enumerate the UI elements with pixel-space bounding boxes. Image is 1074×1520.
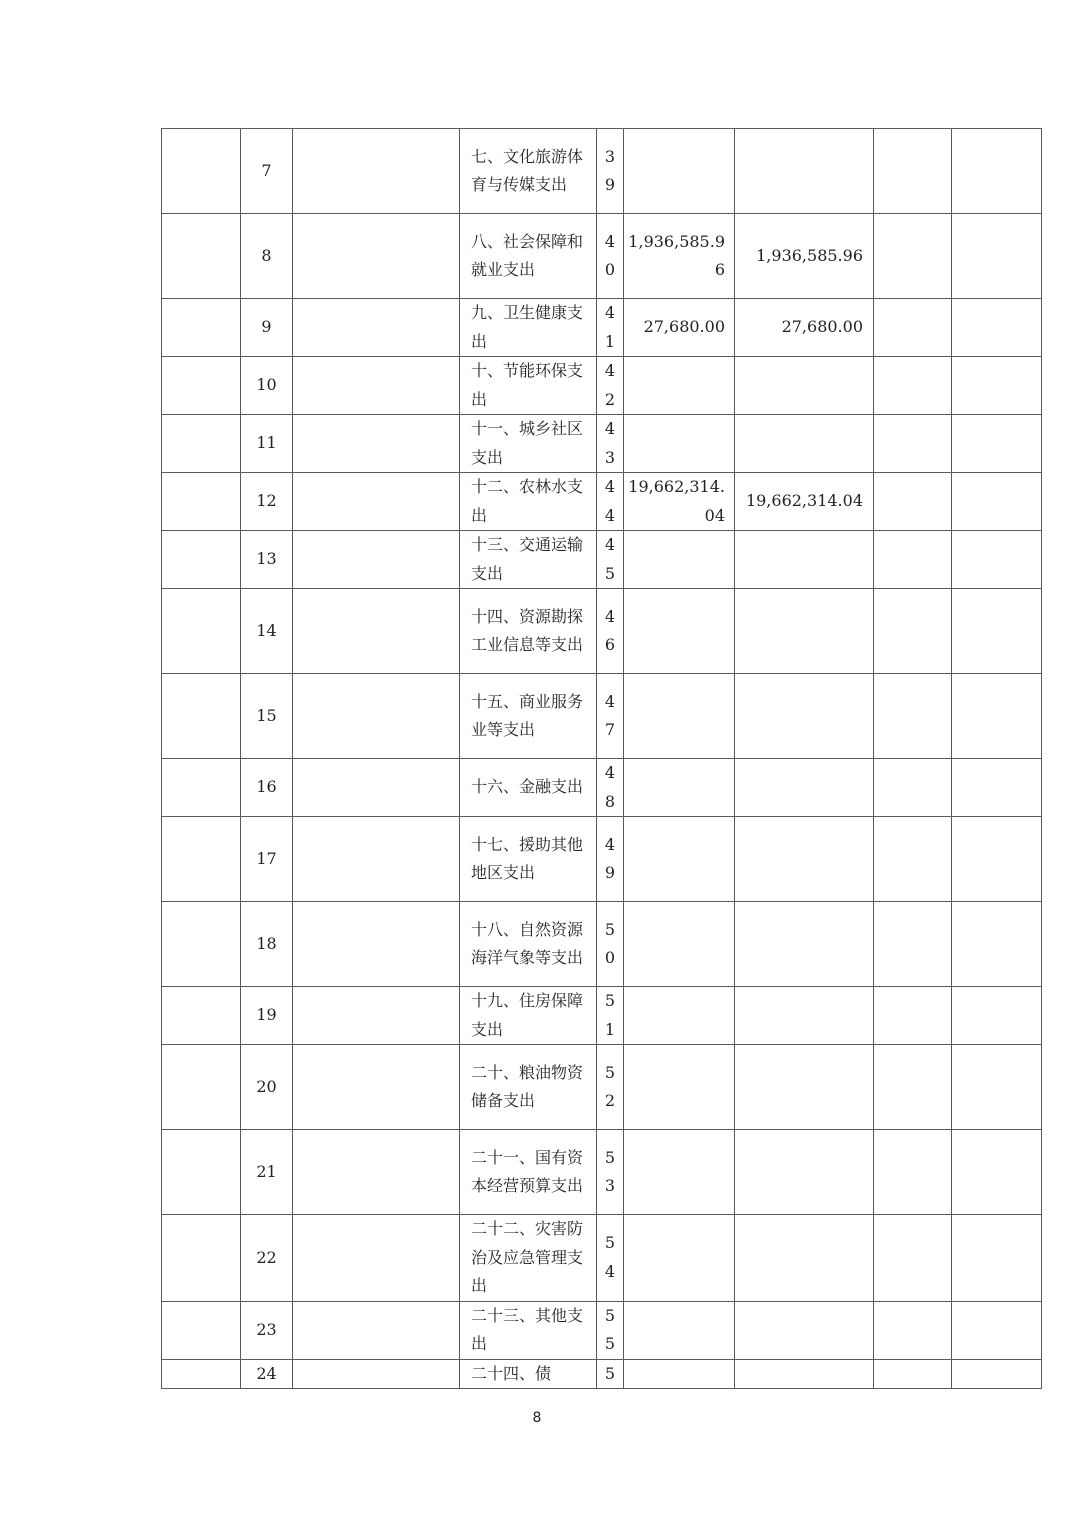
empty-cell	[162, 299, 241, 357]
line-number-text: 50	[604, 919, 616, 967]
row-number: 8	[241, 214, 293, 299]
empty-cell	[293, 1301, 460, 1359]
item-name: 十三、交通运输支出	[460, 531, 597, 589]
table-row	[162, 299, 1042, 357]
empty-cell	[293, 129, 460, 214]
line-number-text: 39	[604, 146, 616, 194]
empty-cell	[162, 759, 241, 817]
amount-general	[735, 589, 874, 674]
empty-cell	[874, 674, 952, 759]
row-number: 10	[241, 357, 293, 415]
row-number: 24	[241, 1359, 293, 1389]
empty-cell	[952, 987, 1042, 1045]
empty-cell	[952, 1215, 1042, 1302]
table-row	[162, 1045, 1042, 1130]
table-row	[162, 357, 1042, 415]
row-number: 7	[241, 129, 293, 214]
line-number-text: 43	[604, 419, 616, 467]
line-number	[597, 473, 624, 531]
item-name: 十六、金融支出	[460, 759, 597, 817]
empty-cell	[874, 1215, 952, 1302]
table-row	[162, 1130, 1042, 1215]
empty-cell	[162, 415, 241, 473]
amount-total	[624, 817, 735, 902]
page-number: 8	[532, 1410, 542, 1426]
empty-cell	[952, 531, 1042, 589]
amount-general	[735, 129, 874, 214]
empty-cell	[952, 1130, 1042, 1215]
table-row	[162, 987, 1042, 1045]
empty-cell	[162, 1215, 241, 1302]
empty-cell	[952, 415, 1042, 473]
item-name: 十四、资源勘探工业信息等支出	[460, 589, 597, 674]
amount-general	[735, 674, 874, 759]
table-row	[162, 531, 1042, 589]
empty-cell	[874, 1359, 952, 1389]
amount-total	[624, 589, 735, 674]
line-number-text: 42	[604, 361, 616, 409]
line-number	[597, 1130, 624, 1215]
line-number-text: 48	[604, 763, 616, 811]
row-number: 17	[241, 817, 293, 902]
item-name: 九、卫生健康支出	[460, 299, 597, 357]
empty-cell	[293, 1045, 460, 1130]
empty-cell	[293, 817, 460, 902]
item-name: 二十三、其他支出	[460, 1301, 597, 1359]
empty-cell	[952, 473, 1042, 531]
amount-general: 1,936,585.96	[735, 214, 874, 299]
amount-general	[735, 1301, 874, 1359]
line-number-text: 53	[604, 1147, 616, 1195]
empty-cell	[874, 473, 952, 531]
empty-cell	[952, 1301, 1042, 1359]
item-name: 十五、商业服务业等支出	[460, 674, 597, 759]
line-number-text: 41	[604, 303, 616, 351]
amount-total	[624, 987, 735, 1045]
empty-cell	[162, 674, 241, 759]
empty-cell	[874, 415, 952, 473]
item-name: 二十二、灾害防治及应急管理支出	[460, 1215, 597, 1302]
line-number	[597, 817, 624, 902]
empty-cell	[293, 1130, 460, 1215]
empty-cell	[162, 1045, 241, 1130]
amount-total	[624, 1301, 735, 1359]
line-number	[597, 589, 624, 674]
amount-general	[735, 1215, 874, 1302]
table-row	[162, 674, 1042, 759]
amount-general: 19,662,314.04	[735, 473, 874, 531]
line-number	[597, 214, 624, 299]
empty-cell	[293, 589, 460, 674]
line-number	[597, 759, 624, 817]
line-number	[597, 531, 624, 589]
amount-general	[735, 531, 874, 589]
table-row	[162, 902, 1042, 987]
empty-cell	[162, 531, 241, 589]
item-name: 十七、援助其他地区支出	[460, 817, 597, 902]
empty-cell	[952, 357, 1042, 415]
line-number-text: 55	[604, 1305, 616, 1353]
row-number: 9	[241, 299, 293, 357]
line-number	[597, 674, 624, 759]
line-number	[597, 1359, 624, 1389]
amount-total	[624, 415, 735, 473]
empty-cell	[293, 415, 460, 473]
amount-general	[735, 987, 874, 1045]
empty-cell	[952, 1359, 1042, 1389]
row-number: 22	[241, 1215, 293, 1302]
empty-cell	[162, 902, 241, 987]
empty-cell	[293, 902, 460, 987]
line-number	[597, 987, 624, 1045]
empty-cell	[952, 299, 1042, 357]
row-number: 13	[241, 531, 293, 589]
empty-cell	[874, 987, 952, 1045]
line-number-text: 44	[604, 477, 616, 525]
empty-cell	[293, 531, 460, 589]
line-number	[597, 902, 624, 987]
line-number	[597, 1301, 624, 1359]
row-number: 23	[241, 1301, 293, 1359]
empty-cell	[874, 1130, 952, 1215]
line-number	[597, 1215, 624, 1302]
item-name: 七、文化旅游体育与传媒支出	[460, 129, 597, 214]
empty-cell	[162, 589, 241, 674]
empty-cell	[293, 1359, 460, 1389]
item-name: 二十四、债	[460, 1359, 597, 1389]
item-name: 十八、自然资源海洋气象等支出	[460, 902, 597, 987]
amount-total	[624, 531, 735, 589]
empty-cell	[874, 759, 952, 817]
table-row	[162, 1359, 1042, 1389]
empty-cell	[874, 1301, 952, 1359]
empty-cell	[162, 817, 241, 902]
row-number: 16	[241, 759, 293, 817]
line-number-text: 46	[604, 606, 616, 654]
table-row	[162, 214, 1042, 299]
item-name: 十九、住房保障支出	[460, 987, 597, 1045]
line-number	[597, 299, 624, 357]
table-row	[162, 473, 1042, 531]
row-number: 11	[241, 415, 293, 473]
empty-cell	[952, 902, 1042, 987]
row-number: 18	[241, 902, 293, 987]
expenditure-table	[161, 128, 1042, 1389]
amount-general	[735, 357, 874, 415]
empty-cell	[162, 473, 241, 531]
empty-cell	[874, 129, 952, 214]
line-number-text: 49	[604, 834, 616, 882]
row-number: 20	[241, 1045, 293, 1130]
line-number-text: 45	[604, 535, 616, 583]
empty-cell	[952, 129, 1042, 214]
amount-total	[624, 1359, 735, 1389]
line-number	[597, 357, 624, 415]
amount-general	[735, 1359, 874, 1389]
empty-cell	[952, 214, 1042, 299]
row-number: 15	[241, 674, 293, 759]
table-row	[162, 759, 1042, 817]
amount-total	[624, 674, 735, 759]
table-row	[162, 817, 1042, 902]
amount-general	[735, 817, 874, 902]
table-row	[162, 415, 1042, 473]
empty-cell	[162, 214, 241, 299]
amount-general	[735, 1130, 874, 1215]
line-number-text: 51	[604, 991, 616, 1039]
row-number: 12	[241, 473, 293, 531]
table-row	[162, 1215, 1042, 1302]
amount-total: 19,662,314.04	[624, 473, 735, 531]
empty-cell	[874, 357, 952, 415]
amount-total	[624, 759, 735, 817]
table-row	[162, 129, 1042, 214]
amount-total	[624, 357, 735, 415]
amount-general	[735, 759, 874, 817]
empty-cell	[874, 817, 952, 902]
table-body	[162, 129, 1042, 1389]
amount-total	[624, 1130, 735, 1215]
amount-general: 27,680.00	[735, 299, 874, 357]
table-row	[162, 1301, 1042, 1359]
item-name: 二十一、国有资本经营预算支出	[460, 1130, 597, 1215]
amount-general	[735, 415, 874, 473]
empty-cell	[952, 817, 1042, 902]
line-number-text: 40	[604, 231, 616, 279]
empty-cell	[952, 674, 1042, 759]
amount-total	[624, 129, 735, 214]
amount-total: 1,936,585.96	[624, 214, 735, 299]
line-number	[597, 129, 624, 214]
empty-cell	[874, 589, 952, 674]
empty-cell	[293, 214, 460, 299]
empty-cell	[952, 759, 1042, 817]
empty-cell	[874, 531, 952, 589]
amount-total: 27,680.00	[624, 299, 735, 357]
item-name: 十二、农林水支出	[460, 473, 597, 531]
line-number-text: 5	[604, 1363, 616, 1383]
empty-cell	[293, 674, 460, 759]
item-name: 十一、城乡社区支出	[460, 415, 597, 473]
row-number: 19	[241, 987, 293, 1045]
empty-cell	[162, 1359, 241, 1389]
line-number-text: 47	[604, 691, 616, 739]
empty-cell	[874, 214, 952, 299]
empty-cell	[293, 987, 460, 1045]
line-number	[597, 1045, 624, 1130]
row-number: 14	[241, 589, 293, 674]
empty-cell	[874, 1045, 952, 1130]
line-number-text: 52	[604, 1062, 616, 1110]
empty-cell	[293, 1215, 460, 1302]
empty-cell	[874, 902, 952, 987]
item-name: 十、节能环保支出	[460, 357, 597, 415]
line-number-text: 54	[604, 1233, 616, 1281]
empty-cell	[874, 299, 952, 357]
empty-cell	[162, 1130, 241, 1215]
amount-total	[624, 1215, 735, 1302]
row-number: 21	[241, 1130, 293, 1215]
empty-cell	[162, 1301, 241, 1359]
empty-cell	[952, 589, 1042, 674]
table-row	[162, 589, 1042, 674]
amount-general	[735, 902, 874, 987]
item-name: 二十、粮油物资储备支出	[460, 1045, 597, 1130]
amount-total	[624, 902, 735, 987]
empty-cell	[293, 473, 460, 531]
empty-cell	[162, 129, 241, 214]
line-number	[597, 415, 624, 473]
amount-total	[624, 1045, 735, 1130]
empty-cell	[162, 987, 241, 1045]
item-name: 八、社会保障和就业支出	[460, 214, 597, 299]
amount-general	[735, 1045, 874, 1130]
empty-cell	[293, 759, 460, 817]
empty-cell	[293, 299, 460, 357]
empty-cell	[293, 357, 460, 415]
empty-cell	[162, 357, 241, 415]
empty-cell	[952, 1045, 1042, 1130]
